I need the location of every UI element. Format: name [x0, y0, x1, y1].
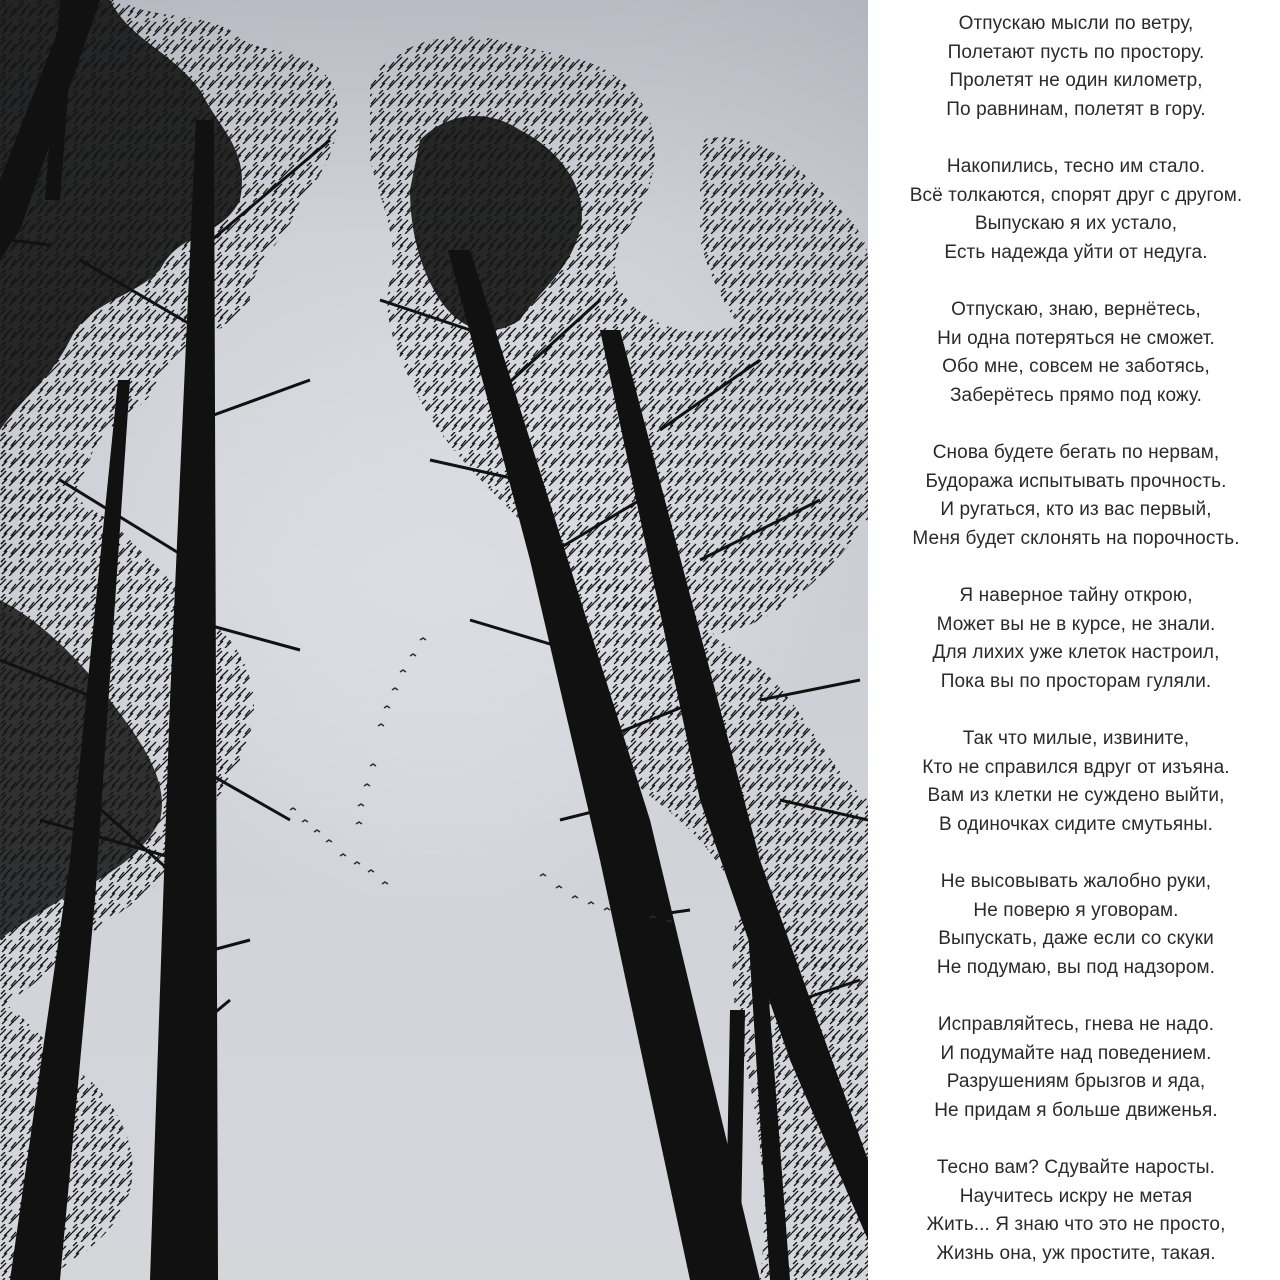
poem-line: Не высовывать жалобно руки,	[940, 871, 1212, 892]
poem-line: Тесно вам? Сдувайте наросты.	[936, 1157, 1216, 1178]
poem-line: Пока вы по просторам гуляли.	[940, 670, 1212, 692]
poem-line: И подумайте над поведением.	[940, 1042, 1212, 1064]
poem-line: В одиночках сидите смутьяны.	[939, 813, 1213, 835]
poem-line: И ругаться, кто из вас первый,	[940, 499, 1212, 521]
poem-line: Я наверное тайну открою,	[959, 585, 1193, 606]
stanza-5	[872, 582, 1280, 696]
stanza-9	[872, 1154, 1280, 1268]
stanza-8	[872, 1011, 1280, 1125]
poem-line: Не подумаю, вы под надзором.	[936, 956, 1216, 978]
poem-line: Разрушениям брызгов и яда,	[946, 1071, 1206, 1093]
poem-line: Выпускать, даже если со скуки	[938, 928, 1214, 950]
poem-text	[872, 0, 1280, 1280]
stanza-1	[872, 10, 1280, 124]
poem-line: Так что милые, извините,	[962, 728, 1190, 749]
poem-line: Будоража испытывать прочность.	[925, 470, 1227, 492]
poem-line: Не поверю я уговорам.	[973, 899, 1179, 921]
poem-line: Заберётесь прямо под кожу.	[949, 384, 1203, 406]
poem-line: Отпускаю мысли по ветру,	[958, 13, 1194, 34]
poem-line: Пролетят не один километр,	[949, 70, 1203, 92]
stanza-7	[872, 868, 1280, 982]
poem-line: Полетают пусть по простору.	[947, 41, 1205, 63]
poem-line: Меня будет склонять на порочность.	[912, 527, 1240, 549]
poem-line: Может вы не в курсе, не знали.	[936, 613, 1216, 635]
poem-line: Ни одна потеряться не сможет.	[937, 327, 1215, 349]
stanza-3	[872, 296, 1280, 410]
poem-line: Жизнь она, уж простите, такая.	[936, 1242, 1216, 1264]
poem-line: Для лихих уже клеток настроил,	[932, 642, 1220, 664]
poem-line: Жить... Я знаю что это не просто,	[926, 1214, 1226, 1236]
poem-line: Отпускаю, знаю, вернётесь,	[951, 299, 1201, 320]
poem-line: Обо мне, совсем не заботясь,	[942, 356, 1210, 378]
poem-line: Не придам я больше движенья.	[934, 1099, 1218, 1121]
poem-line: По равнинам, полетят в гору.	[946, 98, 1206, 120]
stanza-4	[872, 439, 1280, 553]
poem-line: Вам из клетки не суждено выйти,	[927, 785, 1225, 807]
stanza-2	[872, 153, 1280, 267]
poem-line: Кто не справился вдруг от изъяна.	[922, 756, 1230, 778]
poem-line: Всё толкаются, спорят друг с другом.	[909, 184, 1243, 206]
poem-line: Есть надежда уйти от недуга.	[944, 241, 1208, 263]
stanza-6	[872, 725, 1280, 839]
poem-line: Исправляйтесь, гнева не надо.	[937, 1014, 1215, 1035]
poem-line: Снова будете бегать по нервам,	[932, 442, 1220, 463]
poem-line: Научитесь искру не метая	[959, 1185, 1193, 1207]
poem-line: Накопились, тесно им стало.	[946, 156, 1206, 177]
poem-line: Выпускаю я их устало,	[974, 213, 1178, 235]
